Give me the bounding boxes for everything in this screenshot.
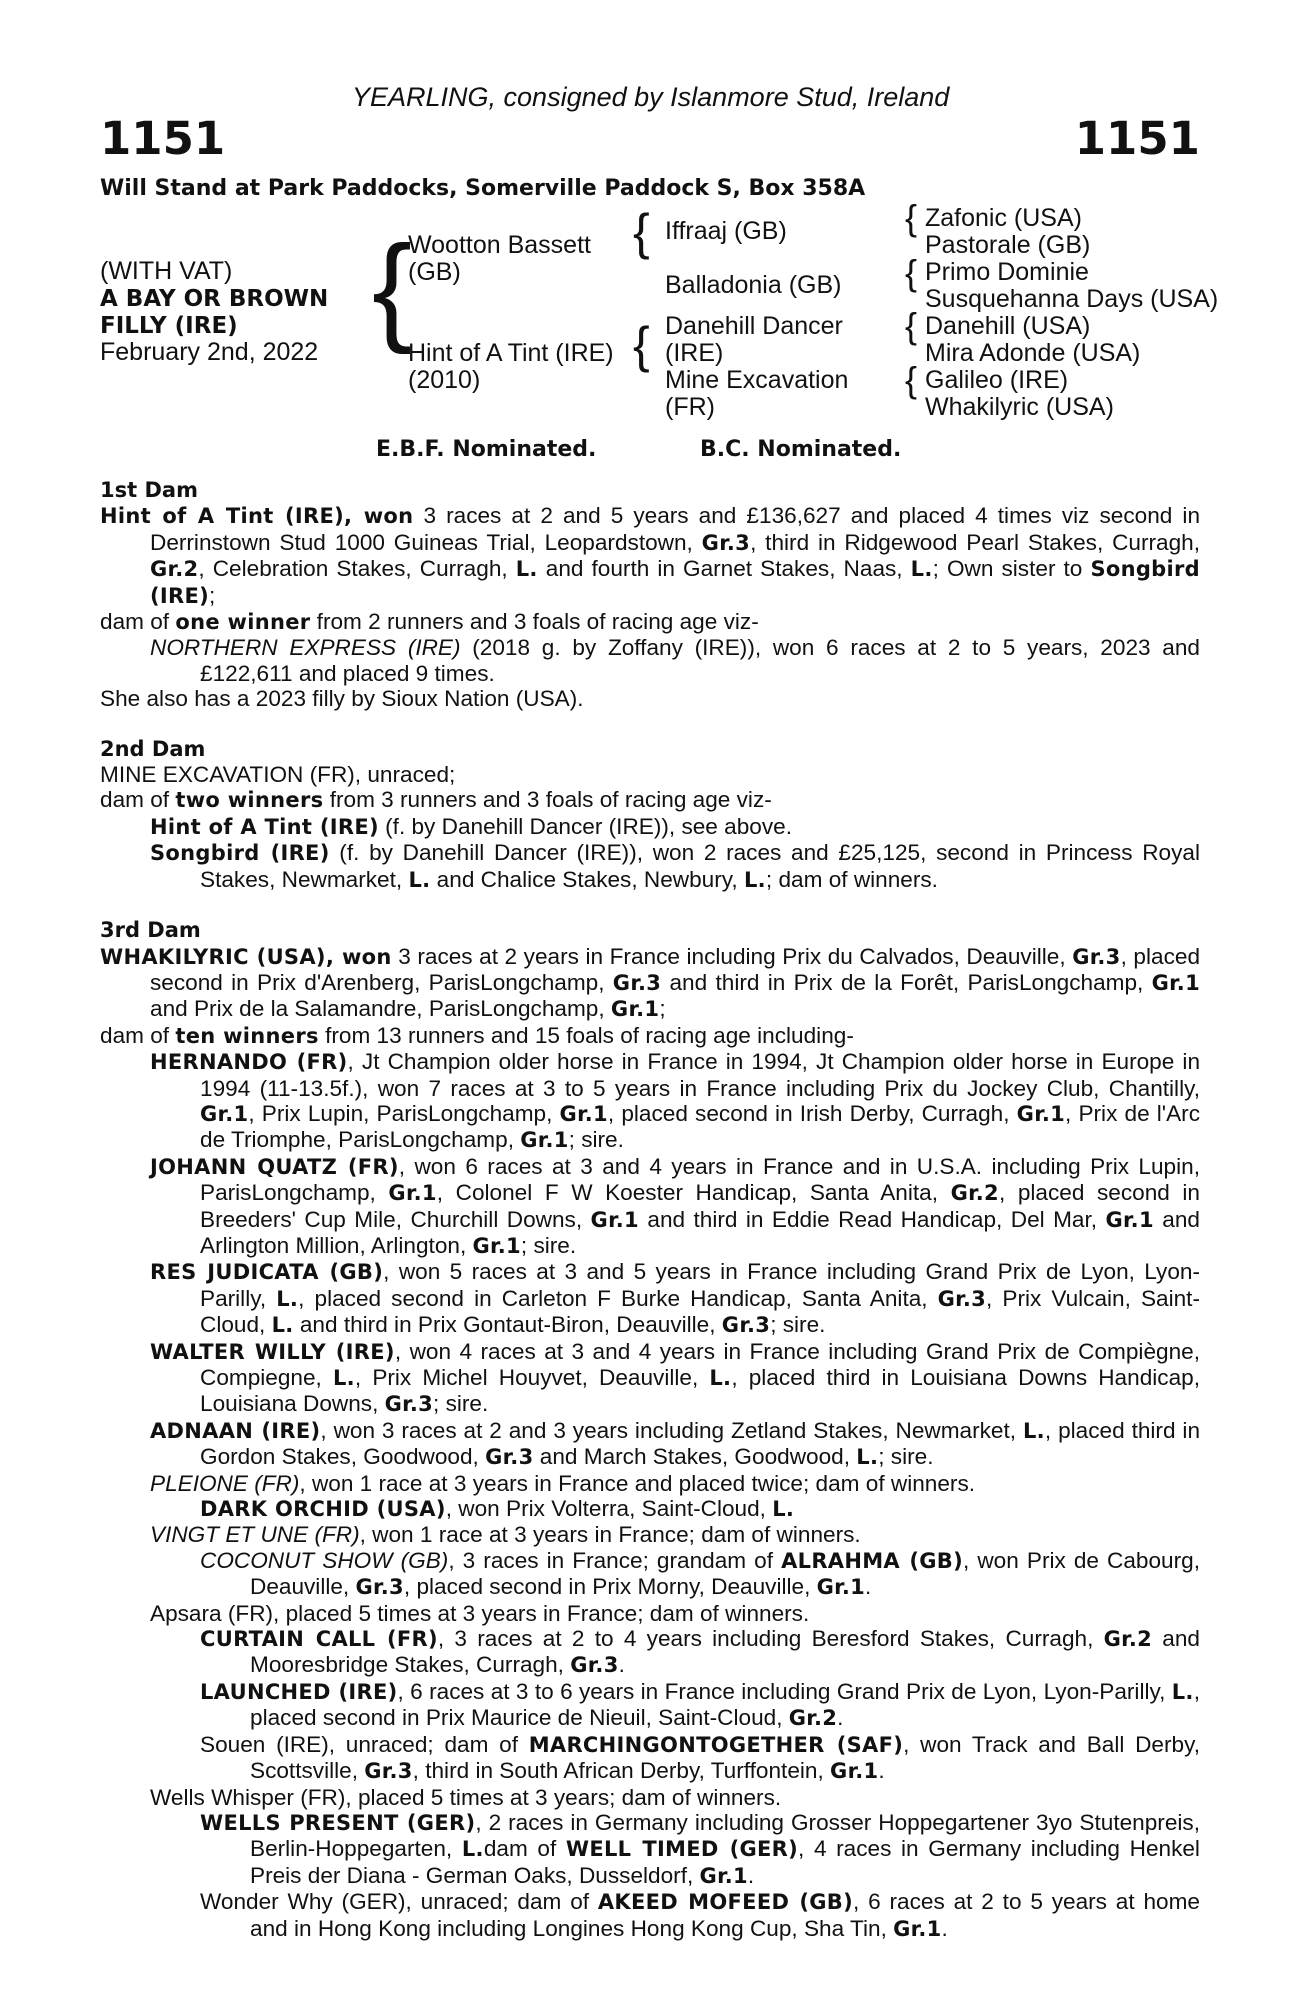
pedigree-brace-3c: { [905,305,918,346]
ebf-nomination: E.B.F. Nominated. [376,437,597,462]
dam-dam: Mine Excavation [665,366,849,394]
dam-dam-country: (FR) [665,393,715,421]
progeny-coconut-show: COCONUT SHOW (GB), 3 races in France; grandam of ALRAHMA (GB), won Prix de Cabourg, Deauville, Gr.3, placed second in Prix Morny, Deauville, Gr.1. [200,1547,1200,1600]
gen3-4: Susquehanna Days (USA) [925,285,1219,313]
pedigree-brace-sire: { [633,204,650,260]
lot-number-right: 1151 [1074,112,1200,165]
gen3-8: Whakilyric (USA) [925,393,1114,421]
second-dam-heading: 2nd Dam [100,736,206,761]
first-dam-note: She also has a 2023 filly by Sioux Nation (USA). [100,686,584,712]
progeny-wells-present: WELLS PRESENT (GER), 2 races in Germany including Grosser Hoppegartener 3yo Stutenpreis, Berlin-Hoppegarten, L.dam of WELL TIMED (GER), 4 races in Germany including Henkel Preis der Diana - German Oaks, Dusseldorf, Gr.1. [200,1809,1200,1888]
first-dam-heading: 1st Dam [100,478,198,502]
second-dam-record: MINE EXCAVATION (FR), unraced; [100,762,456,788]
progeny-dark-orchid: DARK ORCHID (USA), won Prix Volterra, Saint-Cloud, L. [200,1496,795,1522]
pedigree-brace-3d: { [905,359,918,400]
gen3-6: Mira Adonde (USA) [925,339,1141,367]
progeny-pleione: PLEIONE (FR), won 1 race at 3 years in France and placed twice; dam of winners. [150,1470,976,1496]
bc-nomination: B.C. Nominated. [700,437,902,462]
stand-location: Will Stand at Park Paddocks, Somerville Paddock S, Box 358A [100,176,866,201]
third-dam-record: WHAKILYRIC (USA), won 3 races at 2 years in France including Prix du Calvados, Deauville, Gr.3, placed second in Prix d'Arenberg, ParisLongchamp, Gr.3 and third in Prix de la Forêt, ParisLongchamp, Gr.1 and Prix de la Salamandre, ParisLongchamp, Gr.1; [100,943,1201,1022]
first-dam-record: Hint of A Tint (IRE), won 3 races at 2 and 5 years and £136,627 and placed 4 times viz second in Derrinstown Stud 1000 Guineas Trial, Leopardstown, Gr.3, third in Ridgewood Pearl Stakes, Curragh, Gr.2, Celebration Stakes, Curragh, L. and fourth in Garnet Stakes, Naas, L.; Own sister to Songbird (IRE); [100,503,1201,608]
progeny-vingt-et-une: VINGT ET UNE (FR), won 1 race at 3 years in France; dam of winners. [150,1522,861,1548]
pedigree-brace-gen1: { [372,221,413,355]
foaling-date: February 2nd, 2022 [100,338,319,366]
lot-number-left: 1151 [100,112,226,165]
progeny-walter-willy: WALTER WILLY (IRE), won 4 races at 3 and 4 years in France including Grand Prix de Compiègne, Compiegne, L., Prix Michel Houyvet, Deauville, L., placed third in Louisiana Downs Handicap, Louisiana Downs, Gr.3; sire. [150,1338,1200,1417]
third-dam-heading: 3rd Dam [100,918,201,943]
progeny-hernando: HERNANDO (FR), Jt Champion older horse in France in 1994, Jt Champion older horse in Europe in 1994 (11-13.5f.), won 7 races at 3 to 5 years in France including Prix du Jockey Club, Chantilly, Gr.1, Prix Lupin, ParisLongchamp, Gr.1, placed second in Irish Derby, Curragh, Gr.1, Prix de l'Arc de Triomphe, ParisLongchamp, Gr.1; sire. [150,1049,1201,1153]
consignment-subtitle: YEARLING, consigned by Islanmore Stud, Ireland [352,82,950,112]
first-dam-progeny: NORTHERN EXPRESS (IRE) (2018 g. by Zoffany (IRE)), won 6 races at 2 to 5 years, 2023 and £122,611 and placed 9 times. [150,635,1200,686]
progeny-wonder-why: Wonder Why (GER), unraced; dam of AKEED MOFEED (GB), 6 races at 2 to 5 years at home and in Hong Kong including Longines Hong Kong Cup, Sha Tin, Gr.1. [200,1889,1201,1941]
gen3-2: Pastorale (GB) [925,231,1091,259]
second-dam-progeny: Hint of A Tint (IRE) (f. by Danehill Dancer (IRE)), see above. [150,813,792,839]
horse-description-2: FILLY (IRE) [100,313,238,339]
pedigree-brace-3a: { [905,197,918,238]
sire-sire: Iffraaj (GB) [665,217,787,245]
dam-sire: Danehill Dancer [665,312,843,340]
gen3-7: Galileo (IRE) [925,366,1069,394]
dam-year: (2010) [408,366,481,394]
progeny-launched: LAUNCHED (IRE), 6 races at 3 to 6 years in France including Grand Prix de Lyon, Lyon-Parilly, L., placed second in Prix Maurice de Nieuil, Saint-Cloud, Gr.2. [200,1678,1200,1731]
second-dam-produce-summary: dam of two winners from 3 runners and 3 foals of racing age viz- [100,787,772,813]
third-dam-produce-summary: dam of ten winners from 13 runners and 15 foals of racing age including- [100,1022,854,1048]
progeny-johann-quatz: JOHANN QUATZ (FR), won 6 races at 3 and 4 years in France and in U.S.A. including Prix Lupin, ParisLongchamp, Gr.1, Colonel F W Koester Handicap, Santa Anita, Gr.2, placed second in Breeders' Cup Mile, Churchill Downs, Gr.1 and third in Eddie Read Handicap, Del Mar, Gr.1 and Arlington Million, Arlington, Gr.1; sire. [150,1153,1200,1258]
first-dam-produce-summary: dam of one winner from 2 runners and 3 foals of racing age viz- [100,609,759,635]
progeny-curtain-call: CURTAIN CALL (FR), 3 races at 2 to 4 years including Beresford Stakes, Curragh, Gr.2 and Mooresbridge Stakes, Curragh, Gr.3. [200,1626,1200,1678]
gen3-3: Primo Dominie [925,258,1089,286]
pedigree-brace-3b: { [905,252,918,293]
sire-country: (GB) [408,258,461,286]
progeny-apsara: Apsara (FR), placed 5 times at 3 years in France; dam of winners. [150,1600,810,1626]
horse-description-1: A BAY OR BROWN [100,286,329,312]
vat-note: (WITH VAT) [100,257,233,285]
progeny-wells-whisper: Wells Whisper (FR), placed 5 times at 3 years; dam of winners. [150,1784,782,1810]
dam-name: Hint of A Tint (IRE) [408,339,614,367]
dam-sire-country: (IRE) [665,339,724,367]
catalogue-body [100,478,1200,1942]
gen3-5: Danehill (USA) [925,312,1091,340]
progeny-res-judicata: RES JUDICATA (GB), won 5 races at 3 and 5 years in France including Grand Prix de Lyon, Lyon-Parilly, L., placed second in Carleton F Burke Handicap, Santa Anita, Gr.3, Prix Vulcain, Saint-Cloud, L. and third in Prix Gontaut-Biron, Deauville, Gr.3; sire. [150,1259,1200,1338]
progeny-souen: Souen (IRE), unraced; dam of MARCHINGONTOGETHER (SAF), won Track and Ball Derby, Scottsville, Gr.3, third in South African Derby, Turffontein, Gr.1. [200,1731,1200,1784]
sire-name: Wootton Bassett [408,231,591,259]
pedigree-brace-dam: { [633,317,650,373]
gen3-1: Zafonic (USA) [925,204,1082,232]
second-dam-progeny: Songbird (IRE) (f. by Danehill Dancer (IRE)), won 2 races and £25,125, second in Princess Royal Stakes, Newmarket, L. and Chalice Stakes, Newbury, L.; dam of winners. [150,840,1200,892]
sire-dam: Balladonia (GB) [665,271,842,299]
progeny-adnaan: ADNAAN (IRE), won 3 races at 2 and 3 years including Zetland Stakes, Newmarket, L., placed third in Gordon Stakes, Goodwood, Gr.3 and March Stakes, Goodwood, L.; sire. [150,1417,1201,1470]
